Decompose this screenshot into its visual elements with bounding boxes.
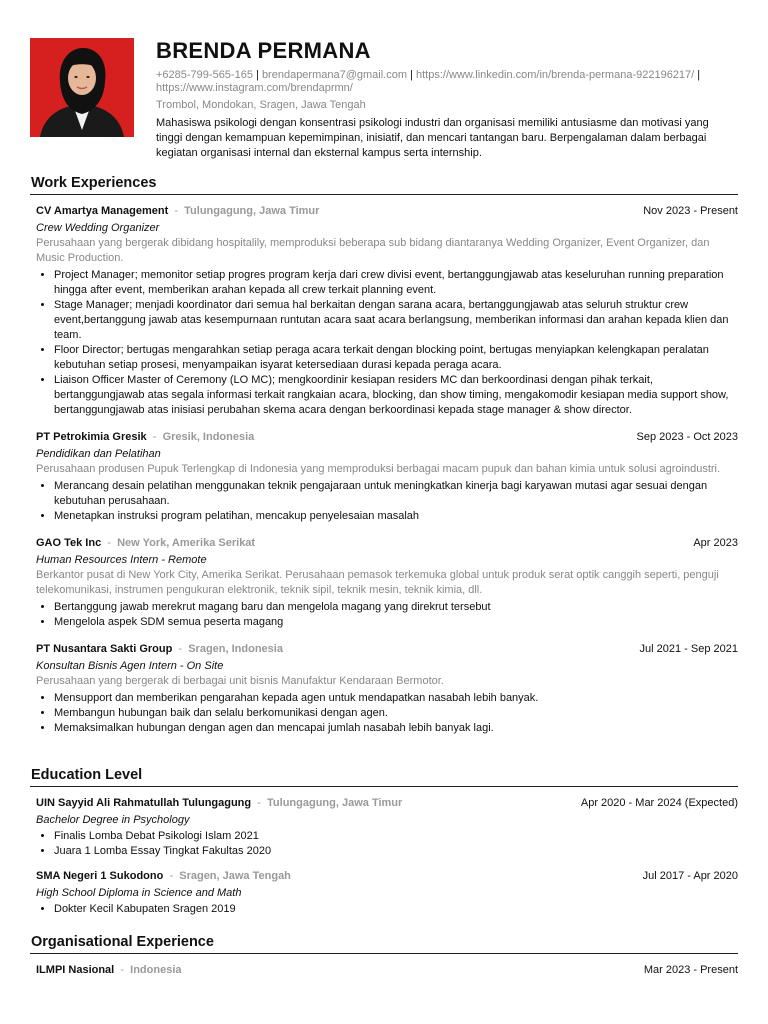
organization-location: Indonesia [130,964,182,976]
candidate-name: BRENDA PERMANA [156,38,371,63]
separator-dash: - [175,643,186,655]
entry-header [36,796,738,810]
organisation-entry [36,963,738,977]
institution-name: SMA Negeri 1 Sukodono [36,870,164,882]
phone-number: +6285-799-565-165 [156,69,253,81]
responsibility-list [36,691,738,736]
list-item: • Membangun hubungan baik dan selalu berkomunikasi dengan agen. [54,706,738,721]
entry-header [36,642,738,656]
contact-line [156,69,738,95]
profile-summary: Mahasiswa psikologi dengan konsentrasi psikologi industri dan organisasi memiliki antusiasme dan motivasi yang tinggi dengan kemampuan kepemimpinan, inisiatif, dan mencari tantangan baru. Berpengalaman dalam berbagai kegiatan organisasi internal dan eksternal kampus serta internship. [156,117,709,159]
list-item: • Project Manager; memonitor setiap progres program kerja dari crew divisi event, bertanggungjawab atas keseluruhan running preparation hingga after event, memberikan arahan kepada all crew terkait planning event. [54,268,738,298]
list-item: • Stage Manager; menjadi koordinator dari semua hal berkaitan dengan sarana acara, bertanggungjawab atas seluruh struktur crew event,bertanggung jawab atas kesempurnaan runtutan acara saat acara berlangsung, memberikan informasi dan arahan kepada klien dan team. [54,298,738,343]
separator-dash: - [166,870,177,882]
list-item: • Menetapkan instruksi program pelatihan, mencakup penyelesaian masalah [54,509,738,524]
work-entry [36,430,738,524]
responsibility-list [36,600,738,630]
job-role: Human Resources Intern - Remote [36,554,207,566]
list-item: • Liaison Officer Master of Ceremony (LO MC); mengkoordinir kesiapan residers MC dan berkoordinasi dengan pihak terkait, bertanggungjawab atas segala informasi terkait rangkaian acara, blocking, dan show timing, mengakomodir kesiapan media support show, bertanggungjawab atas inisiasi perubahan skema acara dengan berkoordinasi kepada stage manager & show director. [54,373,738,418]
list-item: • Memaksimalkan hubungan dengan agen dan mencapai jumlah nasabah lebih banyak lagi. [54,721,738,736]
entry-header [36,963,738,977]
organization-location: New York, Amerika Serikat [117,537,256,549]
section-title: Work Experiences [30,174,738,195]
achievement-list [36,829,738,859]
degree: High School Diploma in Science and Math [36,887,242,899]
organization-name: PT Petrokimia Gresik [36,431,147,443]
section-title: Education Level [30,766,738,787]
date-range: Apr 2023 [693,537,738,549]
company-description: Berkantor pusat di New York City, Amerika Serikat. Perusahaan pemasok terkemuka global untuk produk serat optik canggih seperti, penguji telekomunikasi, instrumen pengukuran elektronik, teknik sipil, teknik mesin, teknik kimia, dll. [36,569,719,596]
entry-header [36,869,738,883]
section-title: Organisational Experience [30,933,738,954]
email-link[interactable]: brendapermana7@gmail.com [261,69,408,81]
entry-header [36,204,738,218]
date-range: Jul 2021 - Sep 2021 [639,643,738,655]
organization-name: CV Amartya Management [36,205,169,217]
resume-header [30,38,738,158]
education-section [30,766,738,917]
work-entry [36,536,738,630]
list-item: • Floor Director; bertugas mengarahkan setiap peraga acara terkait dengan blocking point, bertugas menyiapkan kelengkapan peralatan kebutuhan setiap prosesi, menyampaikan isyarat ketersediaan durasi kepada peraga acara. [54,343,738,373]
company-description: Perusahaan produsen Pupuk Terlengkap di Indonesia yang memproduksi berbagai macam pupuk dan bahan kimia untuk solusi agroindustri. [36,463,721,475]
separator-dash: - [171,205,182,217]
work-experience-section [30,174,738,736]
organization-name: PT Nusantara Sakti Group [36,643,173,655]
company-description: Perusahaan yang bergerak di berbagai unit bisnis Manufaktur Kendaraan Bermotor. [36,675,444,687]
responsibility-list [36,268,738,418]
education-entry [36,796,738,859]
separator-dash: - [149,431,160,443]
entry-header [36,430,738,444]
contact-separator: | [256,69,259,81]
instagram-link[interactable]: https://www.instagram.com/brendaprmn/ [156,82,353,94]
date-range: Sep 2023 - Oct 2023 [636,431,738,443]
institution-location: Sragen, Jawa Tengah [179,870,291,882]
list-item: • Mengelola aspek SDM semua peserta magang [54,615,738,630]
list-item: • Bertanggung jawab merekrut magang baru dan mengelola magang yang direkrut tersebut [54,600,738,615]
person-portrait-icon [30,38,134,137]
organization-name: GAO Tek Inc [36,537,102,549]
list-item: • Finalis Lomba Debat Psikologi Islam 2021 [54,829,738,844]
separator-dash: - [104,537,115,549]
date-range: Nov 2023 - Present [643,205,738,217]
home-location: Trombol, Mondokan, Sragen, Jawa Tengah [156,99,366,111]
degree: Bachelor Degree in Psychology [36,814,190,826]
linkedin-link[interactable]: https://www.linkedin.com/in/brenda-permana-922196217/ [416,69,695,81]
date-range: Mar 2023 - Present [643,964,738,976]
organization-location: Sragen, Indonesia [188,643,283,655]
list-item: • Merancang desain pelatihan menggunakan teknik pengajaraan untuk meningkatkan kinerja bagi karyawan mutasi agar sesuai dengan kebutuhan perusahaan. [54,479,738,509]
date-range: Apr 2020 - Mar 2024 (Expected) [580,797,738,809]
separator-dash: - [117,964,128,976]
job-role: Konsultan Bisnis Agen Intern - On Site [36,660,224,672]
work-entry [36,642,738,736]
list-item: • Dokter Kecil Kabupaten Sragen 2019 [54,902,738,917]
contact-separator: | [410,69,413,81]
date-range: Jul 2017 - Apr 2020 [642,870,738,882]
achievement-list [36,902,738,917]
organization-name: ILMPI Nasional [36,964,115,976]
responsibility-list [36,479,738,524]
work-entry [36,204,738,418]
organisational-experience-section [30,933,738,977]
header-info [156,38,738,161]
list-item: • Mensupport dan memberikan pengarahan kepada agen untuk mendapatkan nasabah lebih banyak. [54,691,738,706]
job-role: Crew Wedding Organizer [36,222,160,234]
organization-location: Gresik, Indonesia [162,431,255,443]
separator-dash: - [254,797,264,809]
profile-photo [30,38,134,137]
education-entry [36,869,738,917]
list-item: • Juara 1 Lomba Essay Tingkat Fakultas 2020 [54,844,738,859]
contact-separator: | [697,69,701,81]
institution-location: Tulungagung, Jawa Timur [267,797,403,809]
job-role: Pendidikan dan Pelatihan [36,448,161,460]
company-description: Perusahaan yang bergerak dibidang hospitalily, memproduksi beberapa sub bidang diantaranya Wedding Organizer, Event Organizer, dan Music Production. [36,237,710,264]
organization-location: Tulungagung, Jawa Timur [184,205,320,217]
entry-header [36,536,738,550]
institution-name: UIN Sayyid Ali Rahmatullah Tulungagung [36,797,252,809]
